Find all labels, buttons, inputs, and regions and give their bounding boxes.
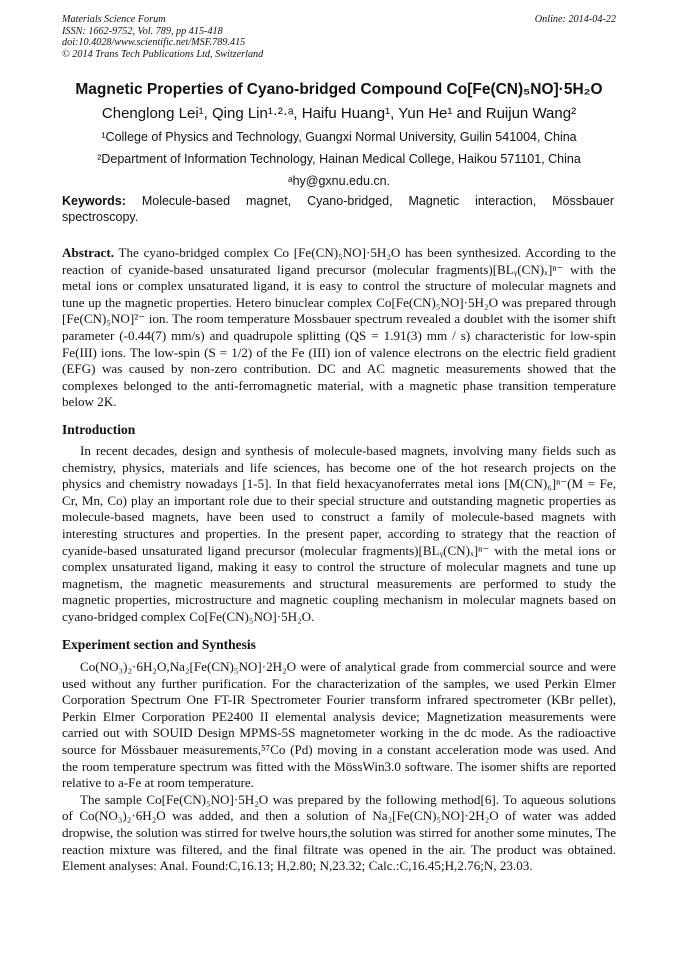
abstract-label: Abstract.: [62, 245, 114, 260]
affiliation-1: ¹College of Physics and Technology, Guangxi Normal University, Guilin 541004, China: [101, 130, 577, 144]
paper-title: Magnetic Properties of Cyano-bridged Compound Co[Fe(CN)₅NO]·5H₂O: [75, 81, 603, 98]
experiment-paragraph-2: The sample Co[Fe(CN)₅NO]·5H₂O was prepared by the following method[6]. To aqueous solutions of Co(NO₃)₂·6H₂O was added, and then a solution of Na₂[Fe(CN)₅NO]·2H₂O of water was added dropwise, the solution was stirred for twelve hours,the solution was stirred for another some minutes, The reaction mixture was filtered, and the final filtrate was opened in the air. The product was obtained. Element analyses: Anal. Found:C,16.13; H,2.80; N,23.32; Calc.:C,16.45;H,2.76;N, 23.03.: [62, 791, 616, 874]
keywords: [62, 193, 614, 225]
experiment-paragraph-1: Co(NO₃)₂·6H₂O,Na₂[Fe(CN)₅NO]·2H₂O were of analytical grade from commercial source and were used without any further purification. For the characterization of the samples, we used Perkin Elmer Corporation Spectrum One FT-IR Spectrometer Fourier transform infrared spectrometer (KBr pellet), Perkin Elmer Corporation PE2400 II elemental analysis device; Magnetization measurements were carried out with SOUID Design MPMS-5S magnetometer working in the dc mode. As the radioactive source for Mössbauer measurements,⁵⁷Co (Pd) moving in a constant acceleration mode was used. And the room temperature spectrum was fitted with the MössWin3.0 software. The isomer shifts are reported relative to a-Fe at room temperature.: [62, 659, 616, 791]
keywords-label: Keywords:: [62, 194, 126, 208]
introduction-section: [62, 443, 616, 626]
experiment-heading: Experiment section and Synthesis: [62, 637, 256, 652]
copyright-line: © 2014 Trans Tech Publications Ltd, Switzerland: [62, 48, 264, 60]
introduction-paragraph: In recent decades, design and synthesis of molecule-based magnets, involving many fields such as chemistry, physics, materials and life sciences, has become one of the hot research projects on the physics and chemistry nowadays [1-5]. In that field hexacyanoferrates metal ions [M(CN)₆]ⁿ⁻(M = Fe, Cr, Mn, Co) play an important role due to their special structure and outstanding magnetic properties as molecule-based magnets, have been used to construct a family of molecule-based magnets with interesting structures and properties. In the present paper, according to strategy that the reaction of cyanide-based unsaturated ligand precursor (molecular fragments)[BLᵧ(CN)ₓ]ⁿ⁻ with the metal ions or complex unsaturated ligand, making it easy to control the structure of molecular magnets and tune up magnetism, the magnetic measurements and structural measurements are performed to study the magnetic properties, microstructure and magnetic coupling mechanism in molecular magnets based on cyano-bridged complex Co[Fe(CN)₅NO]·5H₂O.: [62, 443, 616, 624]
abstract-text: The cyano-bridged complex Co [Fe(CN)₅NO]·5H₂O has been synthesized. According to the reaction of cyanide-based unsaturated ligand precursor (molecular fragments)[BLᵧ(CN)ₓ]ⁿ⁻ with the metal ions or complex unsaturated ligand, it is easy to control the structure of molecular magnets and tune up the magnetic properties. Hetero binuclear complex Co[Fe(CN)₅NO]·5H₂O was prepared through [Fe(CN)₅NO]²⁻ ion. The room temperature Mossbauer spectrum revealed a doublet with the isomer shift parameter (-0.44(7) mm/s) and quadrupole splitting (QS = 1.91(3) mm / s) characteristic for low-spin Fe(III) ions. The low-spin (S = 1/2) of the Fe (III) ion of valence electrons on the electric field gradient (EFG) was caused by non-zero contribution. DC and AC magnetic measurements showed that the complexes belonged to the anti-ferromagnetic material, with a magnetic phase transition temperature below 2K.: [62, 245, 616, 410]
issn-line: ISSN: 1662-9752, Vol. 789, pp 415-418: [62, 25, 223, 37]
online-date: Online: 2014-04-22: [534, 14, 616, 25]
keywords-text: Molecule-based magnet, Cyano-bridged, Magnetic interaction, Mössbauer spectroscopy.: [62, 194, 614, 224]
introduction-heading: Introduction: [62, 422, 136, 437]
affiliation-2: ²Department of Information Technology, Hainan Medical College, Haikou 571101, China: [97, 152, 581, 166]
doi-line: doi:10.4028/www.scientific.net/MSF.789.415: [62, 37, 246, 48]
experiment-section: [62, 659, 616, 875]
journal-name: Materials Science Forum: [62, 14, 166, 25]
author-list: Chenglong Lei¹, Qing Lin¹·²·ᵃ, Haifu Huang¹, Yun He¹ and Ruijun Wang²: [101, 105, 577, 122]
author-email: ᵃhy@gxnu.edu.cn.: [287, 174, 391, 188]
abstract: [62, 245, 616, 411]
